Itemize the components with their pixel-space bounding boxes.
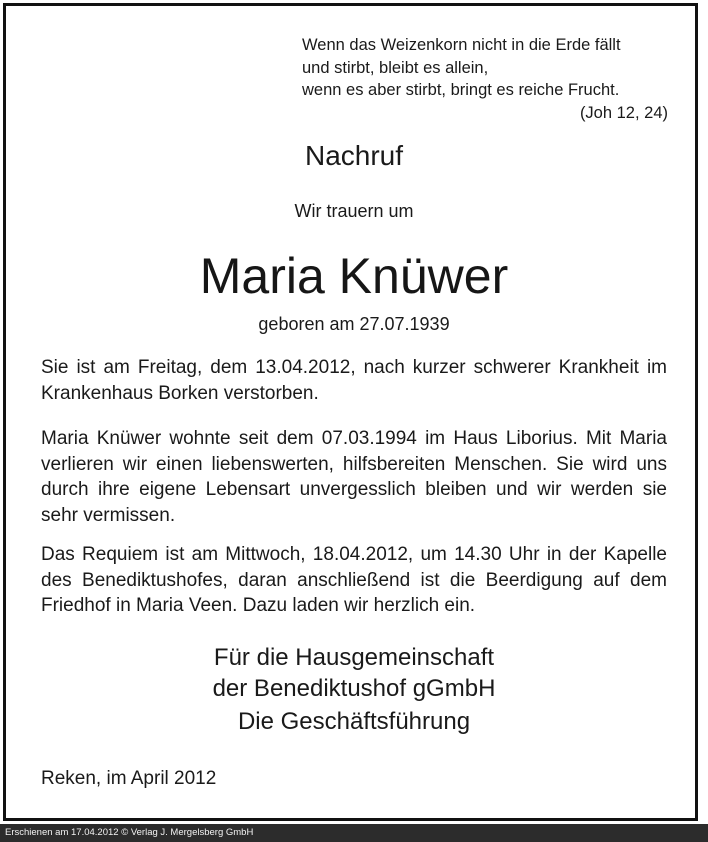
death-paragraph: Sie ist am Freitag, dem 13.04.2012, nach kurzer schwerer Krankheit im Krankenhaus Borken verstorben. xyxy=(41,357,667,404)
mourning-intro: Wir trauern um xyxy=(294,201,414,221)
footer-text: Erschienen am 17.04.2012 © Verlag J. Mergelsberg GmbH xyxy=(5,827,254,838)
publication-footer xyxy=(0,824,708,842)
signature-line-1: Für die Hausgemeinschaft xyxy=(213,644,495,671)
signature-line-2: der Benediktushof gGmbH xyxy=(212,675,496,702)
tribute-paragraph: Maria Knüwer wohnte seit dem 07.03.1994 im Haus Liborius. Mit Maria verlieren wir einen liebenswerten, hilfsbereiten Menschen. Sie wird uns durch ihre eigene Lebensart unvergesslich bleiben und wir werden sie sehr vermissen. xyxy=(41,428,667,526)
verse-reference: (Joh 12, 24) xyxy=(579,103,668,122)
verse-line-2: und stirbt, bleibt es allein, xyxy=(302,58,489,77)
funeral-paragraph: Das Requiem ist am Mittwoch, 18.04.2012, um 14.30 Uhr in der Kapelle des Benediktushofes, daran anschließend ist die Beerdigung auf dem Friedhof in Maria Veen. Dazu laden wir herzlich ein. xyxy=(41,544,667,616)
deceased-name: Maria Knüwer xyxy=(199,248,509,304)
birth-date: geboren am 27.07.1939 xyxy=(258,314,450,334)
signature-line-3: Die Geschäftsführung xyxy=(237,708,471,735)
notice-title: Nachruf xyxy=(304,140,404,171)
verse-line-3: wenn es aber stirbt, bringt es reiche Frucht. xyxy=(302,81,620,99)
bible-verse xyxy=(302,34,668,124)
place-date: Reken, im April 2012 xyxy=(41,768,217,789)
verse-line-1: Wenn das Weizenkorn nicht in die Erde fällt xyxy=(302,36,621,54)
